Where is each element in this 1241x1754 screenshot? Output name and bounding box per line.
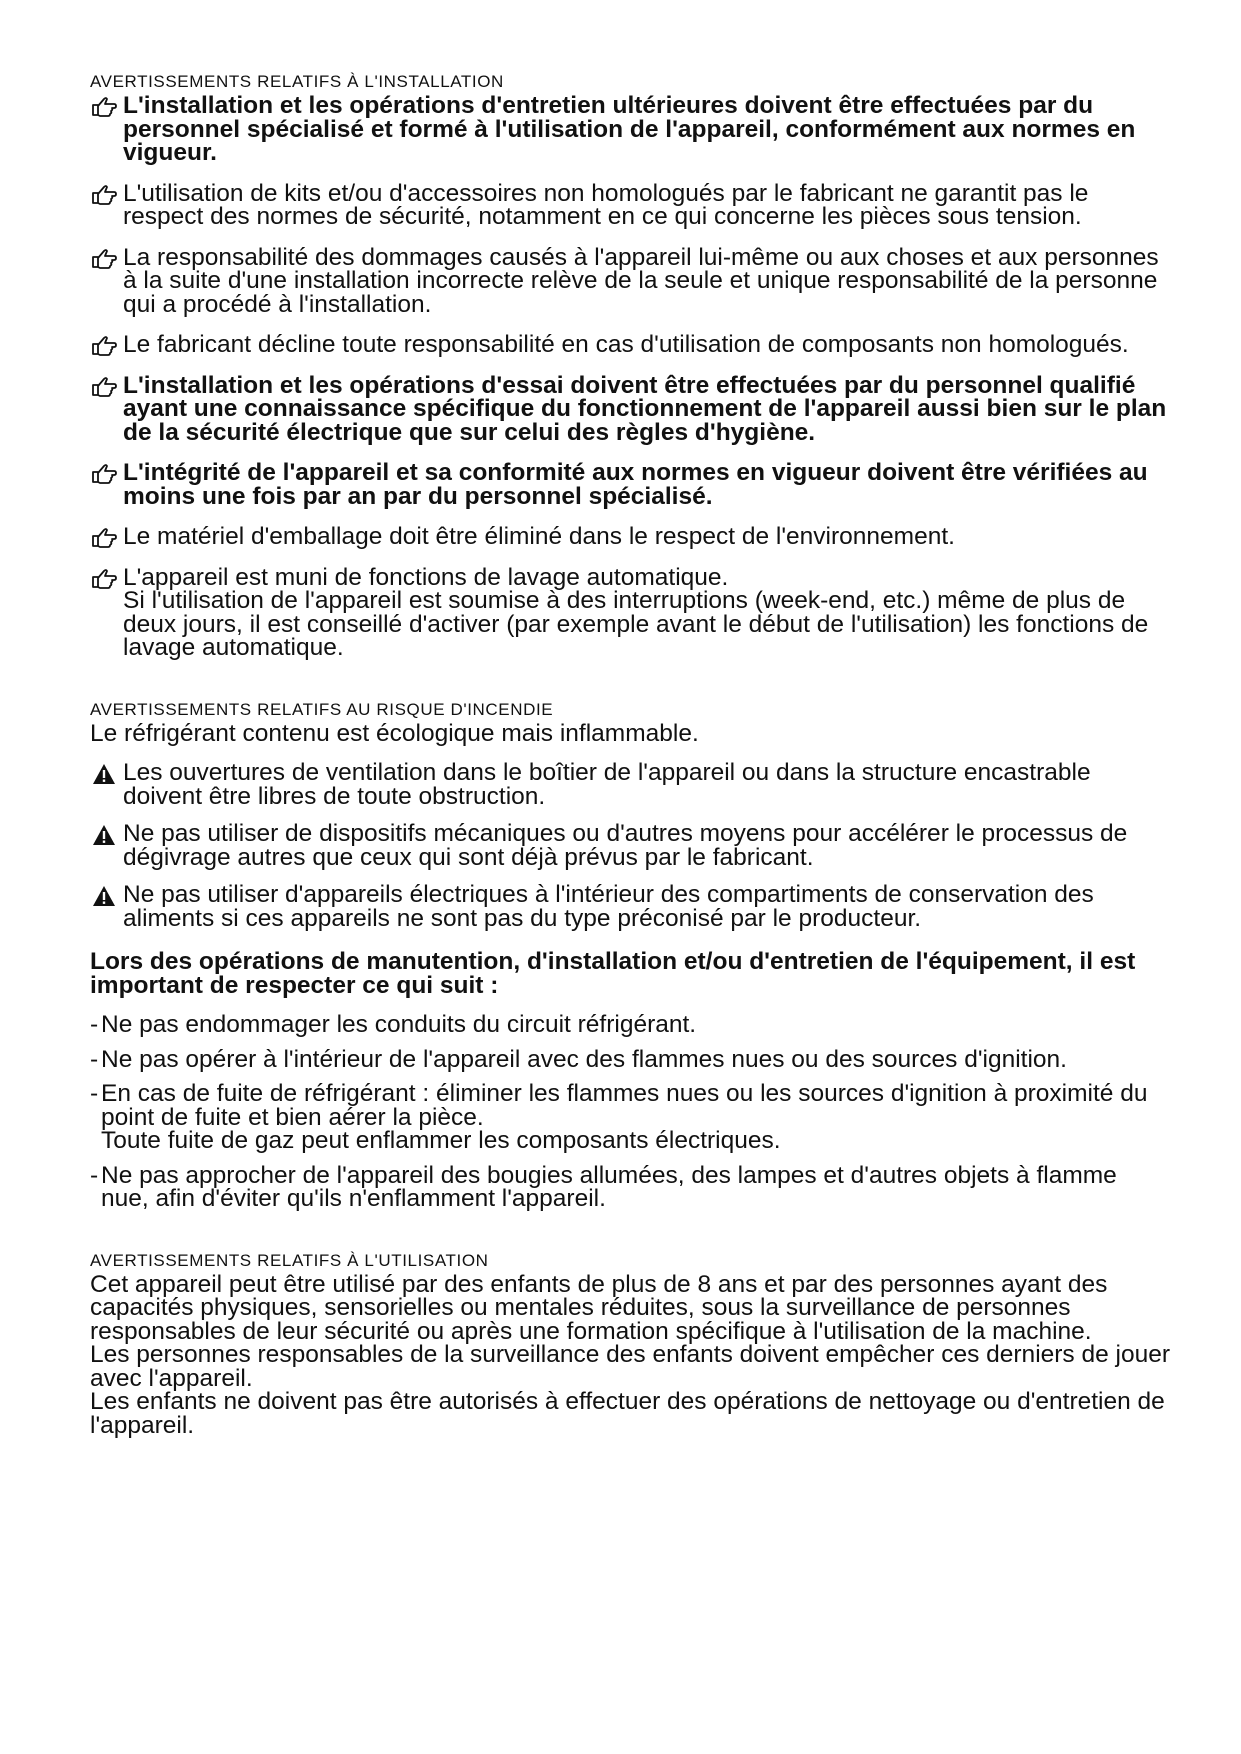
warning-triangle-icon xyxy=(90,762,118,786)
use-paragraph: Les personnes responsables de la surveillance des enfants doivent empêcher ces derniers de jouer avec l'appareil. xyxy=(90,1341,1171,1392)
install-item: Le matériel d'emballage doit être éliminé dans le respect de l'environnement. xyxy=(90,525,1170,549)
document-page xyxy=(90,72,1170,1437)
pointing-hand-icon xyxy=(90,247,118,271)
section-heading-use: AVERTISSEMENTS RELATIFS À L'UTILISATION xyxy=(90,1250,489,1270)
pointing-hand-icon xyxy=(90,183,118,207)
warning-triangle-icon xyxy=(90,823,118,847)
pointing-hand-icon xyxy=(90,462,118,486)
install-item: L'installation et les opérations d'entretien ultérieures doivent être effectuées par du personnel spécialisé et formé à l'utilisation de l'appareil, conformément aux normes en vigueur. xyxy=(90,94,1170,165)
install-item: L'intégrité de l'appareil et sa conformité aux normes en vigueur doivent être vérifiées au moins une fois par an par du personnel spécialisé. xyxy=(90,461,1170,508)
install-item: La responsabilité des dommages causés à l'appareil lui-même ou aux choses et aux personnes à la suite d'une installation incorrecte relève de la seule et unique responsabilité de la personne qui a procédé à l'installation. xyxy=(90,246,1170,317)
dash-bullet: - xyxy=(90,1045,99,1073)
fire-warning-item: Ne pas utiliser de dispositifs mécaniques ou d'autres moyens pour accélérer le processus de dégivrage autres que ceux qui sont déjà prévus par le fabricant. xyxy=(90,822,1170,869)
install-item: L'appareil est muni de fonctions de lavage automatique. Si l'utilisation de l'appareil est soumise à des interruptions (week-end, etc.) même de plus de deux jours, il est conseillé d'activer (par exemple avant le début de l'utilisation) les fonctions de lavage automatique. xyxy=(90,566,1170,660)
install-item: L'installation et les opérations d'essai doivent être effectuées par du personnel qualifié ayant une connaissance spécifique du fonctionnement de l'appareil aussi bien sur le plan de la sécurité électrique que sur celui des règles d'hygiène. xyxy=(90,374,1170,445)
handling-dash-item: - En cas de fuite de réfrigérant : éliminer les flammes nues ou les sources d'ignition à proximité du point de fuite et bien aérer la pièce. Toute fuite de gaz peut enflammer les composants électriques. xyxy=(90,1080,1148,1154)
pointing-hand-icon xyxy=(90,567,118,591)
dash-bullet: - xyxy=(90,1080,99,1107)
pointing-hand-icon xyxy=(90,526,118,550)
use-paragraph: Cet appareil peut être utilisé par des enfants de plus de 8 ans et par des personnes ayant des capacités physiques, sensorielles ou mentales réduites, sous la surveillance de personnes responsables de leur sécurité ou après une formation spécifique à l'utilisation de la machine. xyxy=(90,1270,1108,1345)
handling-dash-item: - Ne pas endommager les conduits du circuit réfrigérant. xyxy=(90,1011,697,1038)
install-item: Le fabricant décline toute responsabilité en cas d'utilisation de composants non homologués. xyxy=(90,333,1170,357)
pointing-hand-icon xyxy=(90,95,118,119)
fire-intro: Le réfrigérant contenu est écologique mais inflammable. xyxy=(90,719,699,747)
section-heading-fire-risk: AVERTISSEMENTS RELATIFS AU RISQUE D'INCENDIE xyxy=(90,699,554,719)
fire-warning-item: Les ouvertures de ventilation dans le boîtier de l'appareil ou dans la structure encastrable doivent être libres de toute obstruction. xyxy=(90,761,1170,808)
handling-dash-item: - Ne pas approcher de l'appareil des bougies allumées, des lampes et d'autres objets à flamme nue, afin d'éviter qu'ils n'enflamment l'appareil. xyxy=(90,1161,1117,1212)
use-paragraph: Les enfants ne doivent pas être autorisés à effectuer des opérations de nettoyage ou d'entretien de l'appareil. xyxy=(90,1388,1165,1439)
pointing-hand-icon xyxy=(90,334,118,358)
warning-triangle-icon xyxy=(90,884,118,908)
handling-intro: Lors des opérations de manutention, d'installation et/ou d'entretien de l'équipement, il est important de respecter ce qui suit : xyxy=(90,948,1136,999)
dash-bullet: - xyxy=(90,1161,99,1189)
section-heading-installation: AVERTISSEMENTS RELATIFS À L'INSTALLATION xyxy=(90,72,504,91)
handling-dash-item: - Ne pas opérer à l'intérieur de l'appareil avec des flammes nues ou des sources d'ignition. xyxy=(90,1045,1067,1073)
fire-warning-item: Ne pas utiliser d'appareils électriques à l'intérieur des compartiments de conservation des aliments si ces appareils ne sont pas du type préconisé par le producteur. xyxy=(90,883,1170,930)
pointing-hand-icon xyxy=(90,375,118,399)
install-item: L'utilisation de kits et/ou d'accessoires non homologués par le fabricant ne garantit pas le respect des normes de sécurité, notamment en ce qui concerne les pièces sous tension. xyxy=(90,182,1170,229)
dash-bullet: - xyxy=(90,1011,99,1038)
